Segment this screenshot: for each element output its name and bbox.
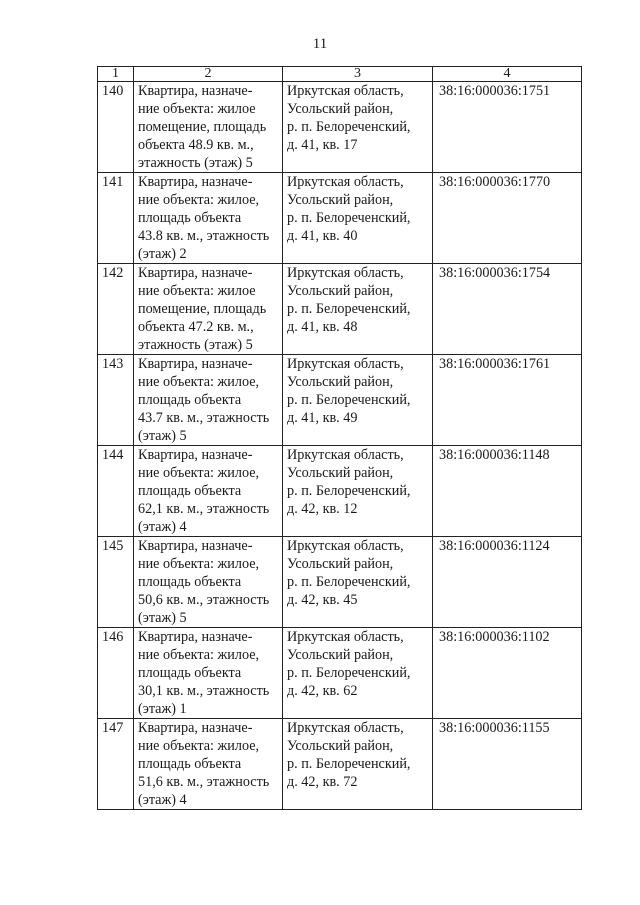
- column-header-name: 2: [134, 67, 283, 82]
- table-row: [98, 82, 582, 173]
- table-row: [98, 628, 582, 719]
- cadastral-number: 38:16:000036:1124: [433, 537, 582, 628]
- object-address: Иркутская область, Усольский район, р. п. Белореченский, д. 42, кв. 12: [283, 446, 433, 537]
- table-row: [98, 264, 582, 355]
- object-description: Квартира, назначе- ние объекта: жилое, площадь объекта 43.7 кв. м., этажность (этаж) 5: [134, 355, 283, 446]
- column-header-number: 1: [98, 67, 134, 82]
- cadastral-number: 38:16:000036:1751: [433, 82, 582, 173]
- object-address: Иркутская область, Усольский район, р. п. Белореченский, д. 42, кв. 45: [283, 537, 433, 628]
- row-number: 142: [98, 264, 134, 355]
- object-address: Иркутская область, Усольский район, р. п. Белореченский, д. 41, кв. 48: [283, 264, 433, 355]
- cadastral-number: 38:16:000036:1155: [433, 719, 582, 810]
- object-description: Квартира, назначе- ние объекта: жилое, площадь объекта 51,6 кв. м., этажность (этаж) 4: [134, 719, 283, 810]
- table-header-row: [98, 67, 582, 82]
- table-row: [98, 173, 582, 264]
- column-header-cadastral: 4: [433, 67, 582, 82]
- row-number: 140: [98, 82, 134, 173]
- column-header-address: 3: [283, 67, 433, 82]
- property-registry-table: [97, 66, 582, 810]
- object-address: Иркутская область, Усольский район, р. п. Белореченский, д. 41, кв. 40: [283, 173, 433, 264]
- object-address: Иркутская область, Усольский район, р. п. Белореченский, д. 41, кв. 49: [283, 355, 433, 446]
- cadastral-number: 38:16:000036:1770: [433, 173, 582, 264]
- object-description: Квартира, назначе- ние объекта: жилое помещение, площадь объекта 47.2 кв. м., этажность (этаж) 5: [134, 264, 283, 355]
- row-number: 145: [98, 537, 134, 628]
- object-address: Иркутская область, Усольский район, р. п. Белореченский, д. 41, кв. 17: [283, 82, 433, 173]
- table-row: [98, 355, 582, 446]
- cadastral-number: 38:16:000036:1761: [433, 355, 582, 446]
- object-description: Квартира, назначе- ние объекта: жилое, площадь объекта 62,1 кв. м., этажность (этаж) 4: [134, 446, 283, 537]
- object-description: Квартира, назначе- ние объекта: жилое, площадь объекта 50,6 кв. м., этажность (этаж) 5: [134, 537, 283, 628]
- table-row: [98, 719, 582, 810]
- page-number: 11: [312, 36, 328, 52]
- object-description: Квартира, назначе- ние объекта: жилое, площадь объекта 30,1 кв. м., этажность (этаж) 1: [134, 628, 283, 719]
- row-number: 141: [98, 173, 134, 264]
- object-description: Квартира, назначе- ние объекта: жилое, площадь объекта 43.8 кв. м., этажность (этаж) 2: [134, 173, 283, 264]
- cadastral-number: 38:16:000036:1102: [433, 628, 582, 719]
- cadastral-number: 38:16:000036:1754: [433, 264, 582, 355]
- table-row: [98, 537, 582, 628]
- row-number: 144: [98, 446, 134, 537]
- cadastral-number: 38:16:000036:1148: [433, 446, 582, 537]
- row-number: 143: [98, 355, 134, 446]
- object-description: Квартира, назначе- ние объекта: жилое помещение, площадь объекта 48.9 кв. м., этажность (этаж) 5: [134, 82, 283, 173]
- row-number: 147: [98, 719, 134, 810]
- table-row: [98, 446, 582, 537]
- object-address: Иркутская область, Усольский район, р. п. Белореченский, д. 42, кв. 72: [283, 719, 433, 810]
- row-number: 146: [98, 628, 134, 719]
- object-address: Иркутская область, Усольский район, р. п. Белореченский, д. 42, кв. 62: [283, 628, 433, 719]
